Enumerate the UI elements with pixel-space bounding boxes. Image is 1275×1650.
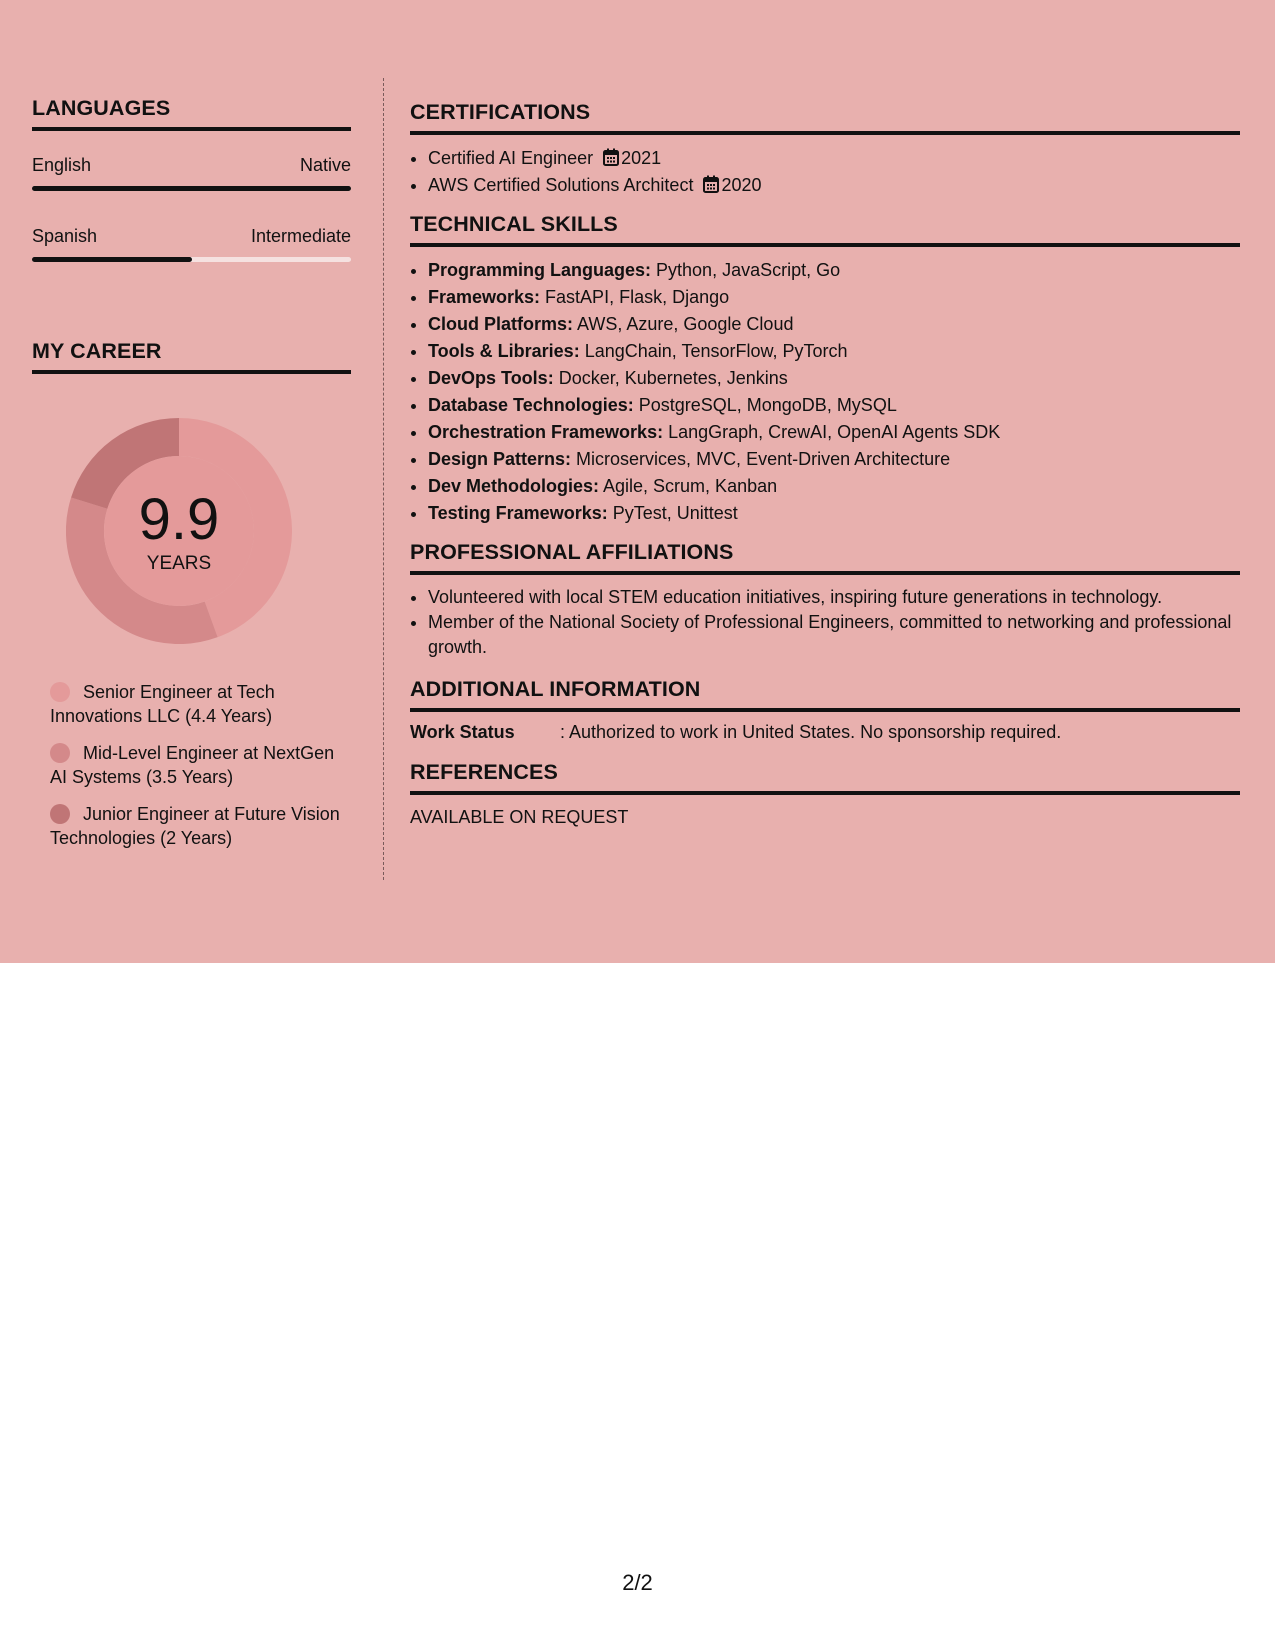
career-role-label: Junior Engineer at Future Vision Technologies (2 Years): [50, 804, 340, 848]
work-status-label: Work Status: [410, 722, 515, 742]
certification-name: Certified AI Engineer: [428, 148, 594, 168]
references-text: AVAILABLE ON REQUEST: [410, 807, 629, 827]
language-item-spanish: [32, 226, 351, 262]
legend-dot: [50, 804, 70, 824]
career-role-label: Senior Engineer at Tech Innovations LLC (4.4 Years): [50, 682, 275, 726]
language-name: English: [32, 155, 92, 175]
skill-value: PostgreSQL, MongoDB, MySQL: [633, 395, 897, 415]
language-name: Spanish: [32, 226, 98, 246]
skill-value: LangChain, TensorFlow, PyTorch: [579, 341, 848, 361]
skill-label: Frameworks:: [428, 287, 541, 307]
skill-item: [428, 473, 1240, 500]
skill-item: [428, 338, 1240, 365]
skill-item: [428, 311, 1240, 338]
career-legend-item: [50, 802, 351, 850]
skill-item: [428, 284, 1240, 311]
affiliations-list: [410, 585, 1240, 660]
skill-label: Cloud Platforms:: [428, 314, 574, 334]
left-column: [32, 96, 351, 863]
skill-label: DevOps Tools:: [428, 368, 554, 388]
affiliations-title: PROFESSIONAL AFFILIATIONS: [410, 540, 1240, 575]
skill-item: [428, 257, 1240, 284]
certification-year: 2020: [721, 175, 762, 195]
certification-year: 2021: [621, 148, 662, 168]
career-total-value: 9.9: [138, 487, 220, 552]
language-level: Intermediate: [250, 226, 351, 246]
skill-item: [428, 500, 1240, 527]
skill-value: PyTest, Unittest: [607, 503, 738, 523]
language-level: Native: [299, 155, 351, 175]
skill-value: LangGraph, CrewAI, OpenAI Agents SDK: [663, 422, 1001, 442]
skill-label: Programming Languages:: [428, 260, 652, 280]
certification-item: [428, 172, 1240, 199]
legend-dot: [50, 743, 70, 763]
languages-title: LANGUAGES: [32, 96, 351, 131]
skill-value: AWS, Azure, Google Cloud: [573, 314, 794, 334]
career-legend-item: [50, 680, 351, 728]
skill-item: [428, 392, 1240, 419]
skill-value: Python, JavaScript, Go: [651, 260, 841, 280]
work-status-value: : Authorized to work in United States. No sponsorship required.: [560, 722, 1062, 742]
skill-label: Testing Frameworks:: [428, 503, 608, 523]
skill-label: Tools & Libraries:: [428, 341, 580, 361]
legend-dot: [50, 682, 70, 702]
references-title: REFERENCES: [410, 760, 1240, 795]
right-column: [410, 100, 1240, 828]
technical-skills-title: TECHNICAL SKILLS: [410, 212, 1240, 247]
skill-label: Dev Methodologies:: [428, 476, 600, 496]
language-item-english: [32, 155, 351, 191]
page-number: 2/2: [622, 1570, 653, 1595]
career-total-unit: YEARS: [146, 553, 212, 574]
skill-label: Database Technologies:: [428, 395, 634, 415]
certification-item: [428, 145, 1240, 172]
language-proficiency-fill: [32, 257, 192, 262]
column-divider: [383, 78, 384, 880]
skill-item: [428, 365, 1240, 392]
skill-value: FastAPI, Flask, Django: [540, 287, 730, 307]
calendar-icon: [603, 148, 619, 166]
skill-label: Design Patterns:: [428, 449, 572, 469]
additional-info-title: ADDITIONAL INFORMATION: [410, 677, 1240, 712]
career-role-label: Mid-Level Engineer at NextGen AI Systems (3.5 Years): [50, 743, 335, 787]
affiliation-item: • Volunteered with local STEM education initiatives, inspiring future generations in technology.: [428, 585, 1240, 610]
calendar-icon: [703, 175, 719, 193]
certifications-list: [410, 145, 1240, 199]
career-donut-chart: [66, 418, 292, 644]
skill-value: Docker, Kubernetes, Jenkins: [553, 368, 788, 388]
skill-value: Agile, Scrum, Kanban: [599, 476, 778, 496]
career-title: MY CAREER: [32, 339, 351, 374]
skill-item: [428, 446, 1240, 473]
certifications-title: CERTIFICATIONS: [410, 100, 1240, 135]
affiliation-item: • Member of the National Society of Professional Engineers, committed to networking and professional growth.: [428, 610, 1240, 660]
career-legend: [50, 680, 351, 850]
donut-center-label: [66, 418, 292, 644]
language-proficiency-fill: [32, 186, 351, 191]
skill-label: Orchestration Frameworks:: [428, 422, 664, 442]
skill-value: Microservices, MVC, Event-Driven Architecture: [571, 449, 951, 469]
technical-skills-list: [410, 257, 1240, 527]
work-status-row: [410, 722, 1240, 743]
career-legend-item: [50, 741, 351, 789]
skill-item: [428, 419, 1240, 446]
language-proficiency-bar: [32, 257, 351, 262]
language-proficiency-bar: [32, 186, 351, 191]
certification-name: AWS Certified Solutions Architect: [428, 175, 694, 195]
